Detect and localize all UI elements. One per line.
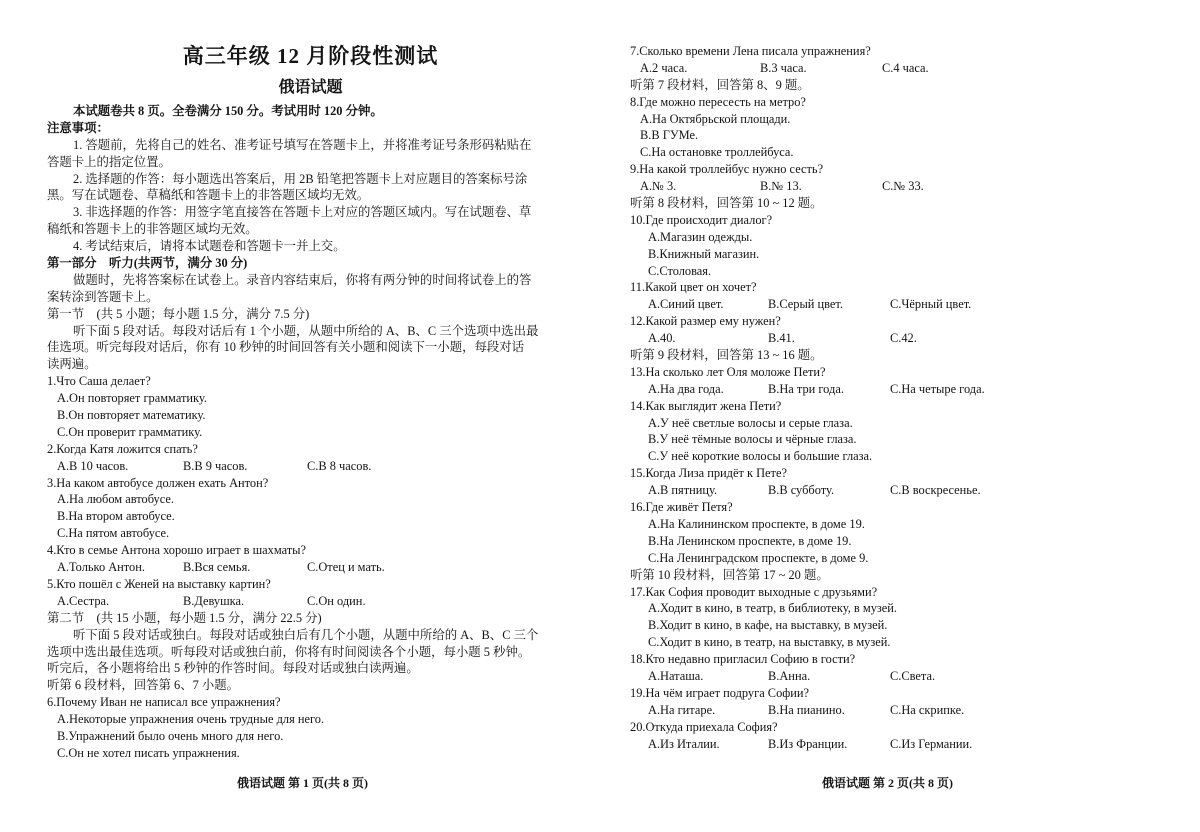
section2-instruction: 选项中选出最佳选项。听每段对话或独白前，你将有时间阅读各个小题，每小题 5 秒钟。 — [47, 644, 531, 659]
option: A.Только Антон. — [57, 560, 145, 575]
question-6: 6.Почему Иван не написал все упражнения? — [47, 695, 281, 710]
option: A.Из Италии. — [648, 736, 720, 751]
question-10: 10.Где происходит диалог? — [630, 212, 773, 227]
page-2-body — [630, 43, 1175, 752]
option: C.В воскресенье. — [890, 483, 981, 498]
notice-line: 黑。写在试题卷、草稿纸和答题卡上的非答题区域均无效。 — [47, 188, 370, 203]
section1-instruction: 听下面 5 段对话。每段对话后有 1 个小题，从题中所给的 A、B、C 三个选项中选出最 — [73, 323, 539, 338]
option: C.Столовая. — [648, 263, 712, 278]
option: A.40. — [648, 331, 676, 346]
option: C.Он проверит грамматику. — [57, 424, 203, 439]
option: A.Синий цвет. — [648, 297, 724, 312]
option: C.У неё короткие волосы и большие глаза. — [648, 449, 873, 464]
material-6-instruction: 听第 6 段材料，回答第 6、7 小题。 — [47, 678, 240, 693]
option: C.На пятом автобусе. — [57, 526, 170, 541]
option: B.Девушка. — [183, 593, 245, 608]
option: C.Ходит в кино, в театр, на выставку, в музей. — [648, 635, 891, 650]
question-9: 9.На какой троллейбус нужно сесть? — [630, 162, 824, 177]
section1-instruction: 佳选项。听完每段对话后，你有 10 秒钟的时间回答有关小题和阅读下一小题，每段对话 — [47, 340, 525, 355]
option: C.Из Германии. — [890, 736, 973, 751]
notice-line: 稿纸和答题卡上的非答题区域均无效。 — [47, 222, 258, 237]
question-3: 3.На каком автобусе должен ехать Антон? — [47, 475, 269, 490]
option: B.В 9 часов. — [183, 458, 248, 473]
option: B.Серый цвет. — [768, 297, 844, 312]
question-2: 2.Когда Катя ложится спать? — [47, 441, 198, 456]
exam-title: 高三年级 12 月阶段性测试 — [182, 44, 439, 68]
option: C.№ 33. — [882, 179, 924, 194]
page-1-footer: 俄语试题 第 1 页(共 8 页) — [237, 776, 368, 790]
question-17: 17.Как София проводит выходные с друзьями? — [630, 584, 878, 599]
question-11: 11.Какой цвет он хочет? — [630, 280, 757, 295]
options-row — [630, 178, 1175, 195]
option: C.Он не хотел писать упражнения. — [57, 745, 240, 760]
section2-heading: 第二节 (共 15 小题，每小题 1.5 分，满分 22.5 分) — [47, 610, 322, 625]
option: B.Вся семья. — [183, 560, 251, 575]
question-15: 15.Когда Лиза придёт к Пете? — [630, 466, 787, 481]
option: A.В 10 часов. — [57, 458, 129, 473]
option: B.Упражнений было очень много для него. — [57, 728, 284, 743]
question-8: 8.Где можно пересесть на метро? — [630, 94, 806, 109]
question-18: 18.Кто недавно пригласил Софию в гости? — [630, 652, 856, 667]
options-row — [630, 668, 1175, 685]
section1-heading: 第一节 (共 5 小题；每小题 1.5 分，满分 7.5 分) — [47, 306, 310, 321]
option: A.На Октябрьской площади. — [640, 111, 791, 126]
page-1-body — [47, 103, 574, 762]
question-13: 13.На сколько лет Оля моложе Пети? — [630, 364, 826, 379]
option: B.3 часа. — [760, 60, 807, 75]
option: C.На Ленинградском проспекте, в доме 9. — [648, 550, 869, 565]
question-5: 5.Кто пошёл с Женей на выставку картин? — [47, 576, 271, 591]
option: B.На пианино. — [768, 702, 845, 717]
option: A.Магазин одежды. — [648, 229, 753, 244]
option: C.На остановке троллейбуса. — [640, 145, 794, 160]
options-row — [630, 736, 1175, 753]
option: B.В субботу. — [768, 483, 835, 498]
option: B.№ 13. — [760, 179, 802, 194]
option: B.Ходит в кино, в кафе, на выставку, в музей. — [648, 618, 888, 633]
options-row — [630, 702, 1175, 719]
question-19: 19.На чём играет подруга Софии? — [630, 685, 810, 700]
options-row — [630, 330, 1175, 347]
option: B.Из Франции. — [768, 736, 848, 751]
notice-line: 3. 非选择题的作答：用签字笔直接答在答题卡上对应的答题区域内。写在试题卷、草 — [73, 205, 532, 220]
options-row — [47, 458, 574, 475]
part1-instruction: 案转涂到答题卡上。 — [47, 289, 159, 304]
material-10-instruction: 听第 10 段材料，回答第 17 ~ 20 题。 — [630, 567, 829, 582]
options-row — [47, 593, 574, 610]
options-row — [47, 559, 574, 576]
options-row — [630, 296, 1175, 313]
option: B.У неё тёмные волосы и чёрные глаза. — [648, 432, 857, 447]
option: A.На два года. — [648, 381, 724, 396]
options-row — [630, 381, 1175, 398]
question-4: 4.Кто в семье Антона хорошо играет в шахматы? — [47, 543, 306, 558]
option: B.Книжный магазин. — [648, 246, 760, 261]
option: C.На четыре года. — [890, 381, 985, 396]
question-14: 14.Как выглядит жена Пети? — [630, 398, 782, 413]
option: C.Он один. — [307, 593, 366, 608]
notice-line: 4. 考试结束后，请将本试题卷和答题卡一并上交。 — [73, 239, 346, 254]
question-16: 16.Где живёт Петя? — [630, 500, 733, 515]
option: C.42. — [890, 331, 917, 346]
option: A.Ходит в кино, в театр, в библиотеку, в музей. — [648, 601, 898, 616]
option: A.Наташа. — [648, 668, 704, 683]
option: A.Он повторяет грамматику. — [57, 391, 207, 406]
notice-line: 答题卡上的指定位置。 — [47, 154, 171, 169]
exam-subtitle: 俄语试题 — [278, 79, 343, 96]
options-row — [630, 60, 1175, 77]
section2-instruction: 听完后，各小题将给出 5 秒钟的作答时间。每段对话或独白读两遍。 — [47, 661, 419, 676]
option: B.На втором автобусе. — [57, 509, 175, 524]
question-7: 7.Сколько времени Лена писала упражнения? — [630, 44, 871, 58]
option: A.2 часа. — [640, 60, 688, 75]
notice-line: 1. 答题前，先将自己的姓名、准考证号填写在答题卡上，并将准考证号条形码粘贴在 — [73, 137, 532, 152]
option: C.4 часа. — [882, 60, 929, 75]
question-12: 12.Какой размер ему нужен? — [630, 314, 781, 329]
option: A.У неё светлые волосы и серые глаза. — [648, 415, 853, 430]
options-row — [630, 482, 1175, 499]
notice-line: 2. 选择题的作答：每小题选出答案后，用 2B 铅笔把答题卡上对应题目的答案标号涂 — [73, 171, 528, 186]
option: A.№ 3. — [640, 179, 677, 194]
option: A.На гитаре. — [648, 702, 716, 717]
section1-instruction: 读两遍。 — [47, 357, 97, 372]
option: B.Он повторяет математику. — [57, 408, 206, 423]
page-2-footer: 俄语试题 第 2 页(共 8 页) — [822, 776, 953, 790]
material-7-instruction: 听第 7 段材料，回答第 8、9 题。 — [630, 77, 810, 92]
option: C.На скрипке. — [890, 702, 965, 717]
option: A.В пятницу. — [648, 483, 718, 498]
option: B.На три года. — [768, 381, 844, 396]
option: B.Анна. — [768, 668, 811, 683]
section2-instruction: 听下面 5 段对话或独白。每段对话或独白后有几个小题，从题中所给的 A、B、C 三个 — [73, 627, 539, 642]
option: B.В ГУМе. — [640, 128, 699, 143]
part1-instruction: 做题时，先将答案标在试卷上。录音内容结束后，你将有两分钟的时间将试卷上的答 — [73, 272, 532, 287]
option: C.Чёрный цвет. — [890, 297, 972, 312]
option: A.Некоторые упражнения очень трудные для него. — [57, 712, 325, 727]
material-8-instruction: 听第 8 段材料，回答第 10 ~ 12 题。 — [630, 196, 823, 211]
option: A.Сестра. — [57, 593, 110, 608]
option: A.На любом автобусе. — [57, 492, 174, 507]
option: C.Света. — [890, 668, 936, 683]
option: A.На Калининском проспекте, в доме 19. — [648, 516, 865, 531]
question-20: 20.Откуда приехала София? — [630, 719, 778, 734]
option: C.Отец и мать. — [307, 560, 385, 575]
option: C.В 8 часов. — [307, 458, 372, 473]
option: B.На Ленинском проспекте, в доме 19. — [648, 533, 852, 548]
option: B.41. — [768, 331, 795, 346]
part1-heading: 第一部分 听力(共两节，满分 30 分) — [47, 256, 248, 271]
question-1: 1.Что Саша делает? — [47, 374, 151, 389]
notice-heading: 注意事项： — [47, 120, 109, 135]
material-9-instruction: 听第 9 段材料，回答第 13 ~ 16 题。 — [630, 348, 823, 363]
exam-intro: 本试题卷共 8 页。全卷满分 150 分。考试用时 120 分钟。 — [73, 104, 383, 118]
